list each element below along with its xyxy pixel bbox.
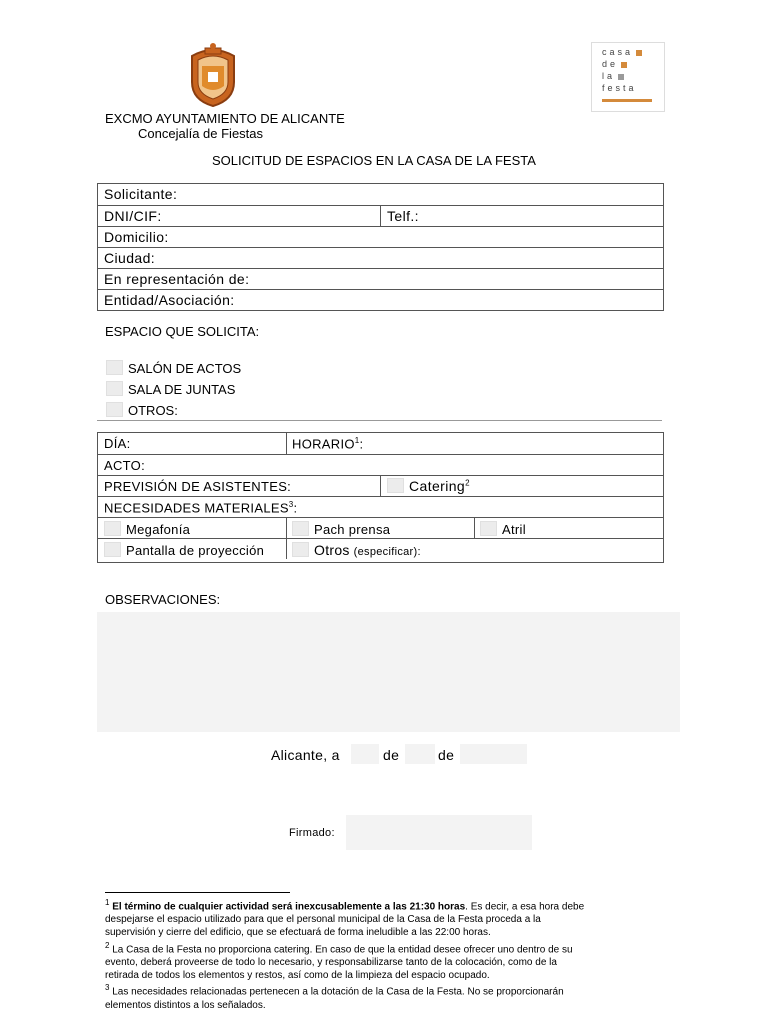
date-day-field[interactable] (351, 744, 379, 764)
option-label: SALÓN DE ACTOS (128, 361, 242, 376)
casa-de-la-festa-logo (591, 42, 665, 112)
checkbox[interactable] (292, 542, 309, 557)
date-year-field[interactable] (460, 744, 527, 764)
option-sala-juntas[interactable] (106, 381, 235, 397)
field-acto[interactable] (98, 454, 663, 475)
org-name: EXCMO AYUNTAMIENTO DE ALICANTE (105, 111, 345, 126)
observaciones-label: OBSERVACIONES: (105, 592, 221, 607)
footnote-3-text: Las necesidades relacionadas pertenecen a la dotación de la Casa de la Festa. No se proporcionarán (112, 986, 564, 998)
checkbox[interactable] (480, 521, 497, 536)
otros-spec-label: (especificar): (353, 546, 421, 558)
logo-square (618, 74, 624, 80)
footnote-1-text: supervisión y cierre del edificio, que se efectuará de forma ineludible a las 22:00 horas. (105, 926, 491, 938)
footnote-rule (105, 892, 290, 893)
megafonia-label: Megafonía (126, 522, 191, 537)
otros-label: Otros (314, 542, 350, 558)
logo-word: la (602, 71, 616, 81)
divider (286, 518, 287, 538)
checkbox[interactable] (292, 521, 309, 536)
page-title: SOLICITUD DE ESPACIOS EN LA CASA DE LA FESTA (212, 153, 536, 168)
date-month-field[interactable] (405, 744, 435, 764)
footnote-number: 2 (105, 940, 110, 950)
footnote-1 (105, 897, 661, 914)
field-dia[interactable] (98, 433, 663, 454)
atril-label: Atril (502, 522, 526, 537)
asistentes-label: PREVISIÓN DE ASISTENTES: (104, 479, 292, 494)
field-necesidades (98, 496, 663, 517)
footnote-2 (105, 940, 661, 957)
dia-label: DÍA: (104, 436, 131, 451)
footnote-1-bold: El término de cualquier actividad será inexcusablemente a las 21:30 horas (112, 901, 466, 913)
telf-label: Telf.: (387, 208, 419, 224)
logo-square (636, 50, 642, 56)
colon: : (359, 436, 364, 452)
observaciones-field[interactable] (97, 612, 680, 732)
solicitante-label: Solicitante: (104, 186, 178, 202)
footnote-3 (105, 982, 661, 999)
footnote-2-text: La Casa de la Festa no proporciona catering. En caso de que la entidad desee ofrecer uno dentro de su (112, 944, 573, 956)
divider (474, 518, 475, 538)
domicilio-label: Domicilio: (104, 229, 169, 245)
date-place-label: Alicante, a (271, 747, 340, 763)
pach-label: Pach prensa (314, 522, 391, 537)
logo-word: de (602, 59, 619, 69)
divider (286, 433, 287, 454)
option-salon-actos[interactable] (106, 360, 241, 376)
option-otros-material[interactable] (292, 542, 421, 558)
divider (380, 206, 381, 226)
colon: : (293, 500, 298, 516)
necesidades-text: NECESIDADES MATERIALES (104, 500, 289, 516)
checkbox[interactable] (106, 381, 123, 396)
date-de-label: de (438, 747, 455, 763)
event-table (97, 432, 664, 563)
field-domicilio[interactable] (98, 226, 663, 247)
field-entidad[interactable] (98, 289, 663, 310)
checkbox[interactable] (104, 542, 121, 557)
field-asistentes[interactable] (98, 475, 663, 496)
alicante-coat-of-arms-logo (186, 42, 240, 108)
option-megafonia[interactable] (104, 521, 190, 537)
footnote-number: 1 (105, 898, 110, 907)
option-label: SALA DE JUNTAS (128, 382, 236, 397)
footnote-2-text: retirada de todos los elementos y restos, así como de la limpieza del espacio ocupado. (105, 969, 490, 981)
divider (286, 539, 287, 559)
checkbox[interactable] (106, 360, 123, 375)
pantalla-label: Pantalla de proyección (126, 543, 265, 558)
footnote-number: 3 (105, 983, 110, 993)
option-pantalla[interactable] (104, 542, 264, 558)
representacion-label: En representación de: (104, 271, 250, 287)
catering-option[interactable] (387, 478, 470, 494)
date-de-label: de (383, 747, 400, 763)
field-dni[interactable] (98, 205, 663, 226)
logo-bar (602, 99, 652, 102)
footnote-2-text: evento, deberá proveerse de todo lo necesario, y responsabilizarse tanto de la colocación, como de la (105, 956, 557, 968)
logo-word: casa (602, 47, 634, 57)
option-otros[interactable] (106, 402, 178, 418)
horario-text: HORARIO (292, 436, 355, 452)
necesidades-label (104, 500, 297, 515)
ciudad-label: Ciudad: (104, 250, 156, 266)
catering-label: Catering (409, 478, 466, 494)
footnote-ref: 3 (288, 500, 294, 509)
org-department: Concejalía de Fiestas (138, 126, 264, 141)
entidad-label: Entidad/Asociación: (104, 292, 235, 308)
signature-field[interactable] (346, 815, 532, 850)
applicant-table (97, 183, 664, 311)
field-representacion[interactable] (98, 268, 663, 289)
footnote-1-text: despejarse el espacio utilizado para que el personal municipal de la Casa de la Festa proceda a la (105, 914, 541, 926)
option-label: OTROS: (128, 403, 178, 418)
option-atril[interactable] (480, 521, 526, 537)
divider (380, 476, 381, 496)
space-heading: ESPACIO QUE SOLICITA: (105, 324, 260, 339)
horario-label (292, 436, 363, 451)
checkbox[interactable] (104, 521, 121, 536)
materials-row-1 (98, 517, 663, 538)
checkbox[interactable] (387, 478, 404, 493)
firmado-label: Firmado: (289, 827, 335, 839)
footnote-ref: 1 (354, 436, 360, 445)
dni-label: DNI/CIF: (104, 208, 162, 224)
field-solicitante[interactable] (98, 184, 663, 205)
footnote-ref: 2 (465, 478, 470, 488)
logo-word: festa (602, 83, 637, 93)
materials-row-2 (98, 538, 663, 559)
field-ciudad[interactable] (98, 247, 663, 268)
checkbox[interactable] (106, 402, 123, 417)
logo-square (621, 62, 627, 68)
separator-line (97, 420, 662, 421)
footnotes (105, 897, 661, 1012)
option-pach-prensa[interactable] (292, 521, 390, 537)
footnote-3-text: elementos distintos a los señalados. (105, 999, 266, 1011)
acto-label: ACTO: (104, 458, 145, 473)
footnote-1-text: . Es decir, a esa hora debe (465, 901, 585, 913)
